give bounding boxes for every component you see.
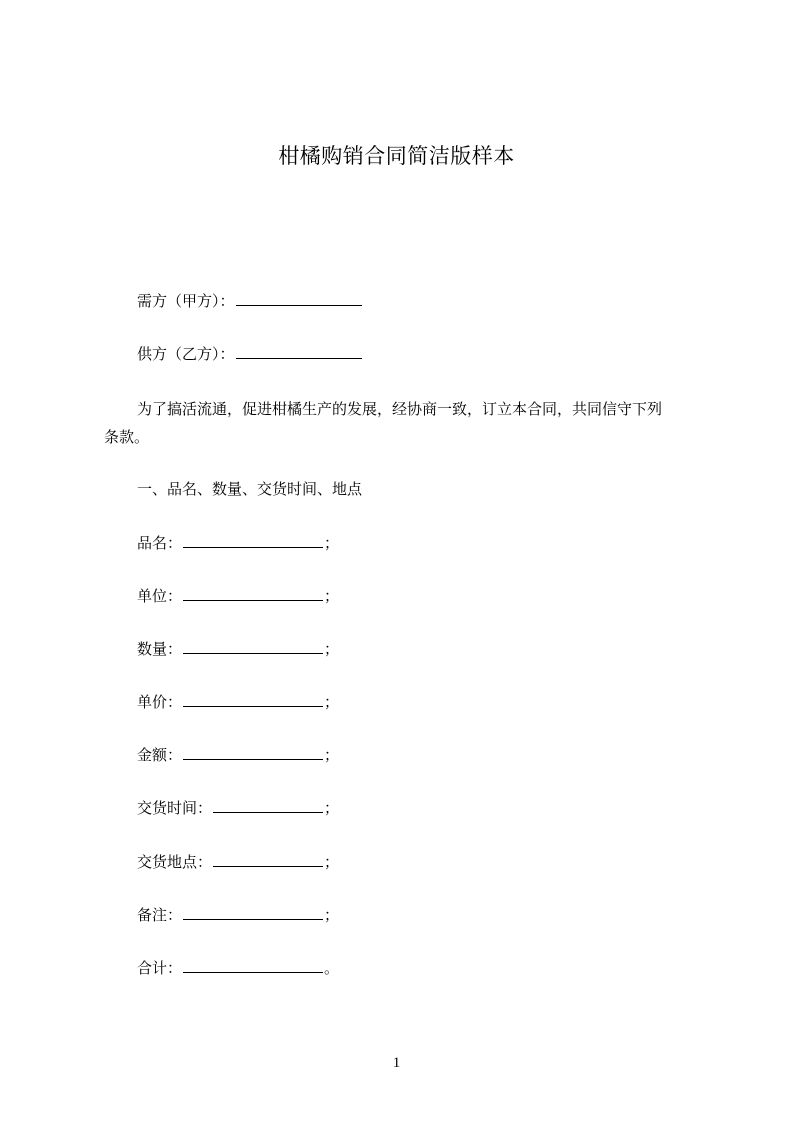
field-label: 单位： xyxy=(137,587,183,605)
document-title: 柑橘购销合同简洁版样本 xyxy=(278,144,515,168)
field-end: ； xyxy=(324,693,340,711)
field-end: ； xyxy=(324,906,340,924)
field-blank[interactable] xyxy=(183,744,323,760)
page-number: 1 xyxy=(392,1055,401,1071)
field-label: 交货时间： xyxy=(137,799,213,817)
field-end: ； xyxy=(324,746,340,764)
seller-label: 供方（乙方）： xyxy=(137,345,235,363)
seller-line xyxy=(137,343,363,364)
field-delivery-time xyxy=(137,797,339,818)
field-unit xyxy=(137,585,339,606)
field-blank[interactable] xyxy=(183,957,323,973)
field-amount xyxy=(137,744,339,765)
field-label: 交货地点： xyxy=(137,853,213,871)
field-end: ； xyxy=(324,587,340,605)
section1-heading: 一、品名、数量、交货时间、地点 xyxy=(137,480,363,498)
field-total xyxy=(137,957,339,978)
field-blank[interactable] xyxy=(183,691,323,707)
field-end: 。 xyxy=(324,959,340,977)
field-blank[interactable] xyxy=(183,532,323,548)
field-end: ； xyxy=(324,640,340,658)
field-label: 金额： xyxy=(137,746,183,764)
field-delivery-place xyxy=(137,851,339,872)
buyer-blank[interactable] xyxy=(236,290,362,306)
intro-paragraph xyxy=(104,395,704,451)
field-end: ； xyxy=(324,799,340,817)
field-label: 品名： xyxy=(137,534,183,552)
field-label: 单价： xyxy=(137,693,183,711)
field-blank[interactable] xyxy=(183,585,323,601)
field-end: ； xyxy=(324,534,340,552)
field-unit-price xyxy=(137,691,339,712)
field-label: 备注： xyxy=(137,906,183,924)
field-end: ； xyxy=(324,853,340,871)
field-blank[interactable] xyxy=(183,904,323,920)
field-remarks xyxy=(137,904,339,925)
field-label: 数量： xyxy=(137,640,183,658)
intro-line-1: 为了搞活流通，促进柑橘生产的发展，经协商一致，订立本合同，共同信守下列 xyxy=(137,400,663,418)
buyer-line xyxy=(137,290,363,311)
field-blank[interactable] xyxy=(183,638,323,654)
intro-line-2: 条款。 xyxy=(104,428,150,446)
field-product-name xyxy=(137,532,339,553)
field-quantity xyxy=(137,638,339,659)
field-label: 合计： xyxy=(137,959,183,977)
field-blank[interactable] xyxy=(213,797,323,813)
field-blank[interactable] xyxy=(213,851,323,867)
buyer-label: 需方（甲方）： xyxy=(137,292,235,310)
seller-blank[interactable] xyxy=(236,343,362,359)
